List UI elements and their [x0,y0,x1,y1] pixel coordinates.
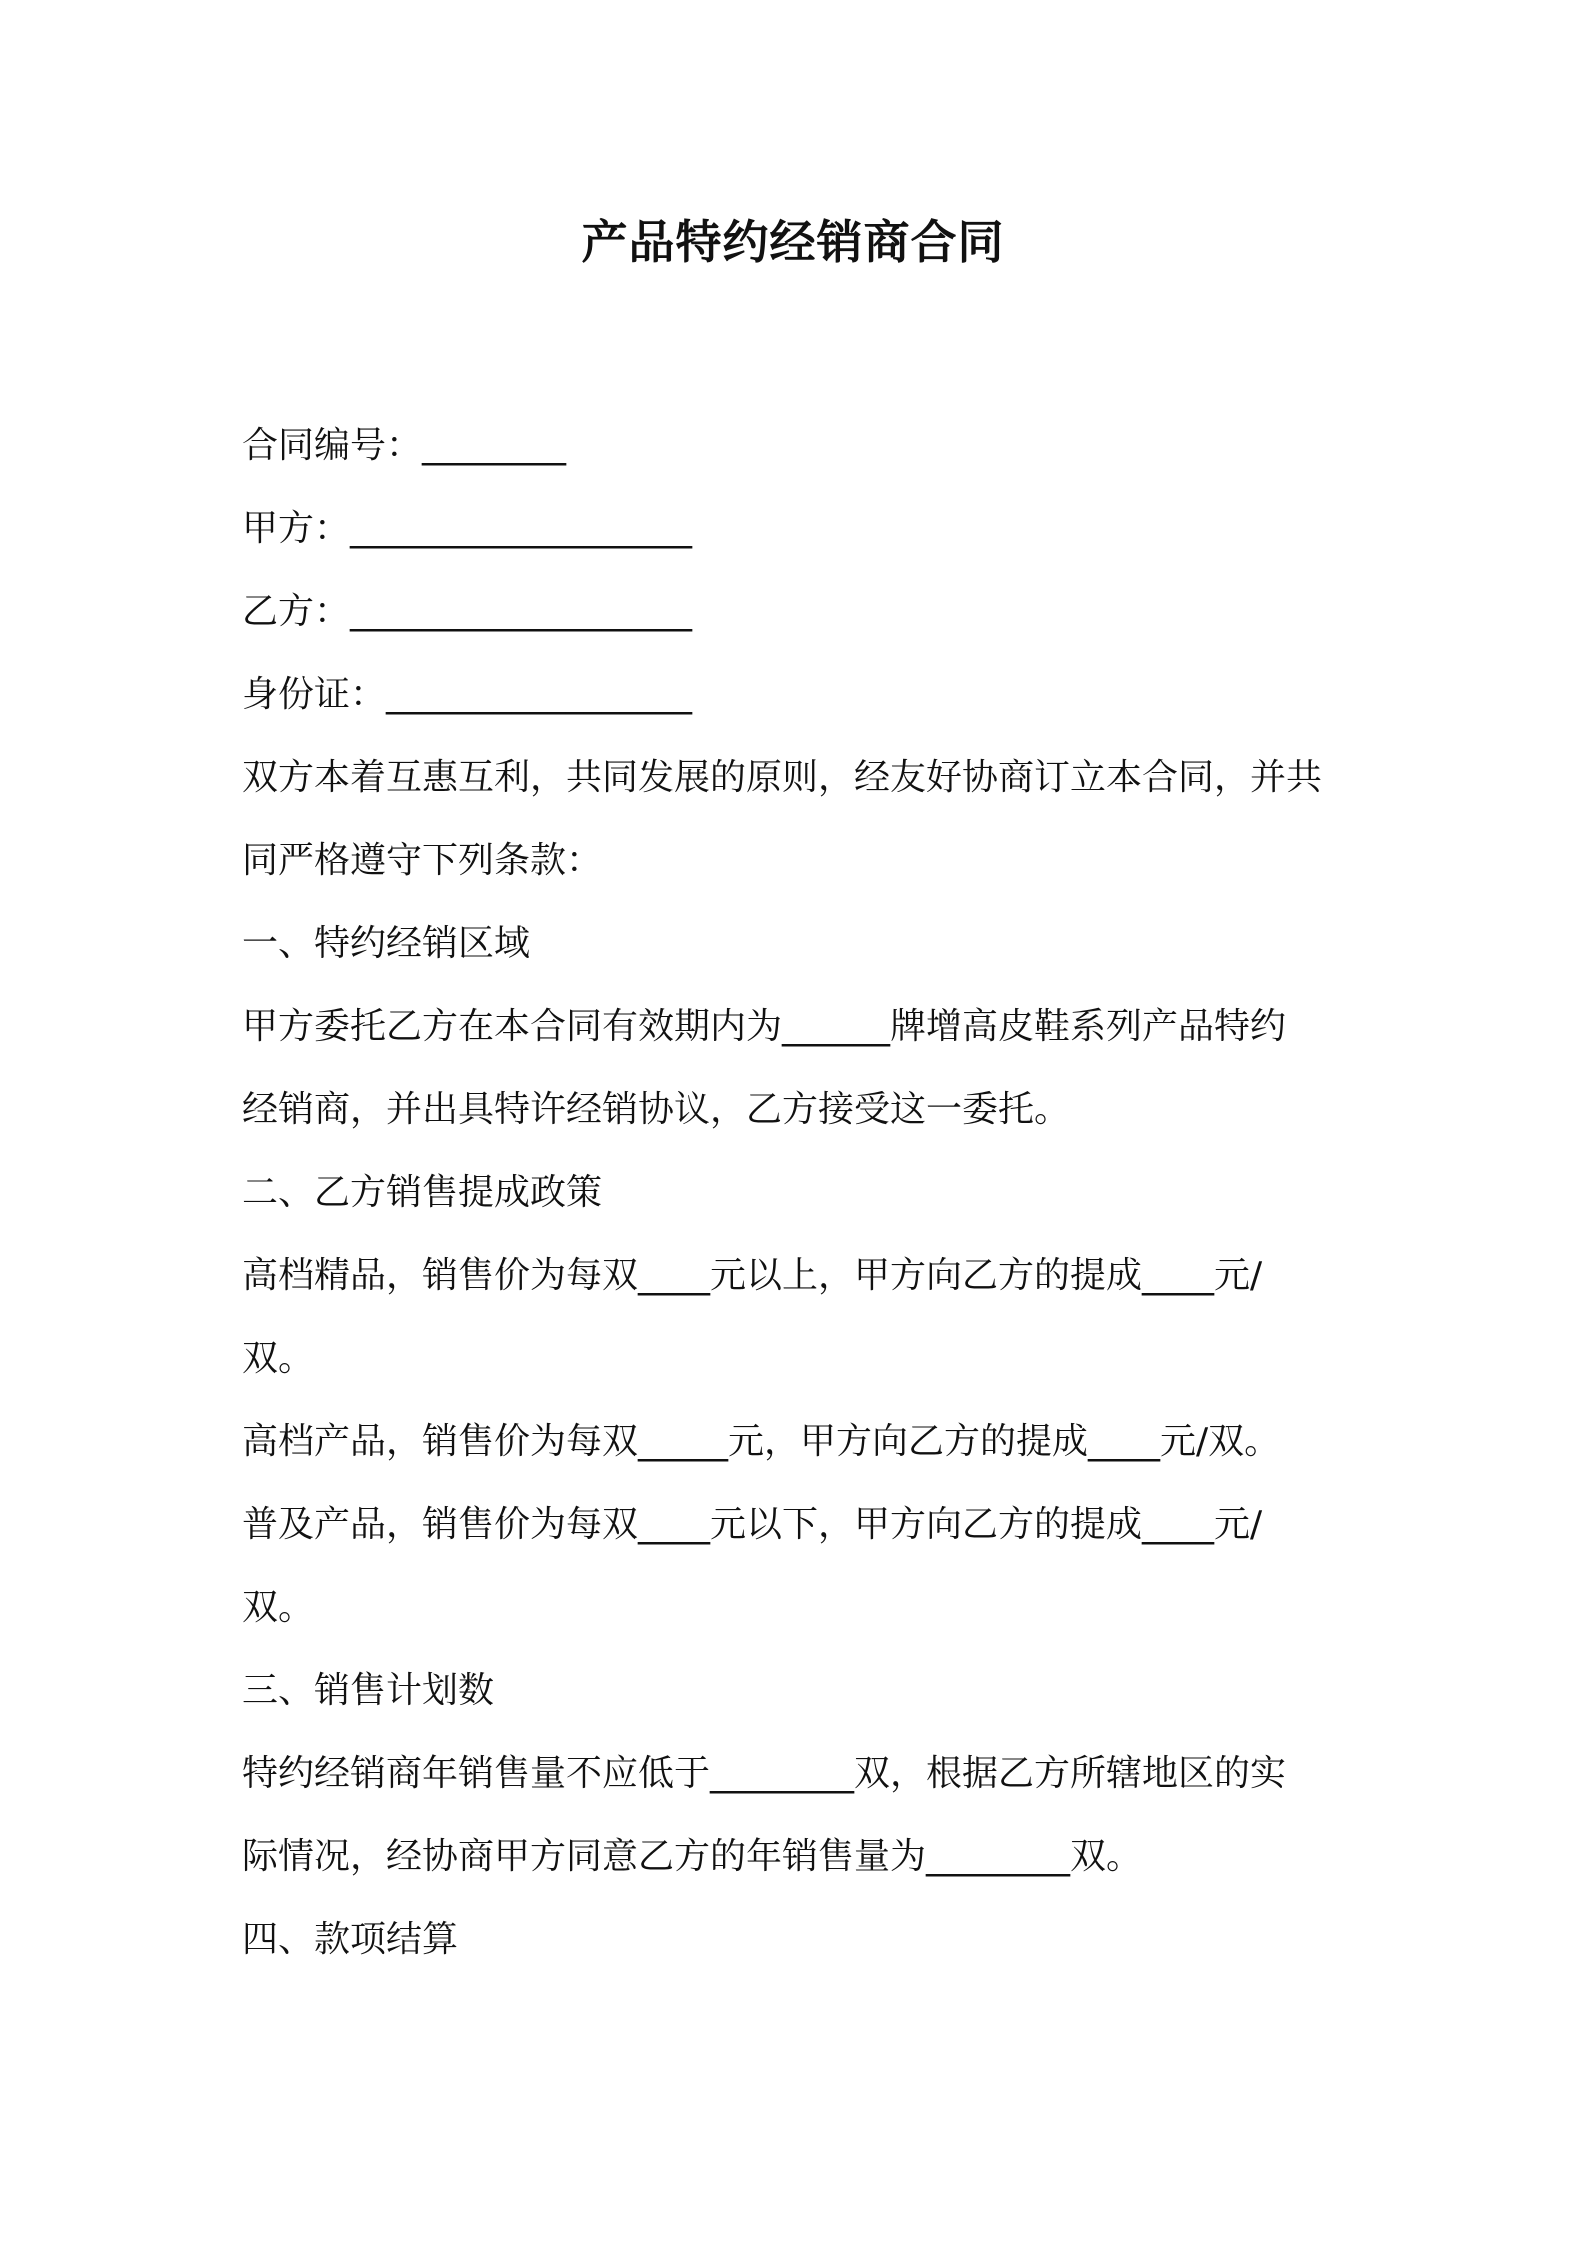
section-heading-4: 四、款项结算 [242,1919,459,1960]
preamble-line-2: 同严格遵守下列条款： [242,840,603,881]
section-heading-2: 二、乙方销售提成政策 [242,1172,603,1213]
section-heading-1: 一、特约经销区域 [242,923,531,964]
preamble-line-1: 双方本着互惠互利，共同发展的原则，经友好协商订立本合同，并共 [242,757,1323,798]
document-title: 产品特约经销商合同 [581,215,1005,269]
party-a-line: 甲方：___________________ [242,508,693,549]
high-end-product-line: 高档产品，销售价为每双_____元，甲方向乙方的提成____元/双。 [242,1421,1281,1462]
section-3-text-line-1: 特约经销商年销售量不应低于________双，根据乙方所辖地区的实 [242,1753,1287,1794]
section-3-text-line-2: 际情况，经协商甲方同意乙方的年销售量为________双。 [242,1836,1143,1877]
contract-number-line: 合同编号：________ [242,425,567,466]
id-card-line: 身份证：_________________ [242,674,693,715]
party-b-line: 乙方：___________________ [242,591,693,632]
standard-product-line-2: 双。 [242,1587,315,1628]
section-1-text-line-1: 甲方委托乙方在本合同有效期内为______牌增高皮鞋系列产品特约 [242,1006,1287,1047]
section-heading-3: 三、销售计划数 [242,1670,495,1711]
document-body [242,404,1362,1981]
standard-product-line-1: 普及产品，销售价为每双____元以下，甲方向乙方的提成____元/ [242,1504,1263,1545]
premium-product-line-2: 双。 [242,1338,315,1379]
premium-product-line-1: 高档精品，销售价为每双____元以上，甲方向乙方的提成____元/ [242,1255,1263,1296]
section-1-text-line-2: 经销商，并出具特许经销协议，乙方接受这一委托。 [242,1089,1071,1130]
